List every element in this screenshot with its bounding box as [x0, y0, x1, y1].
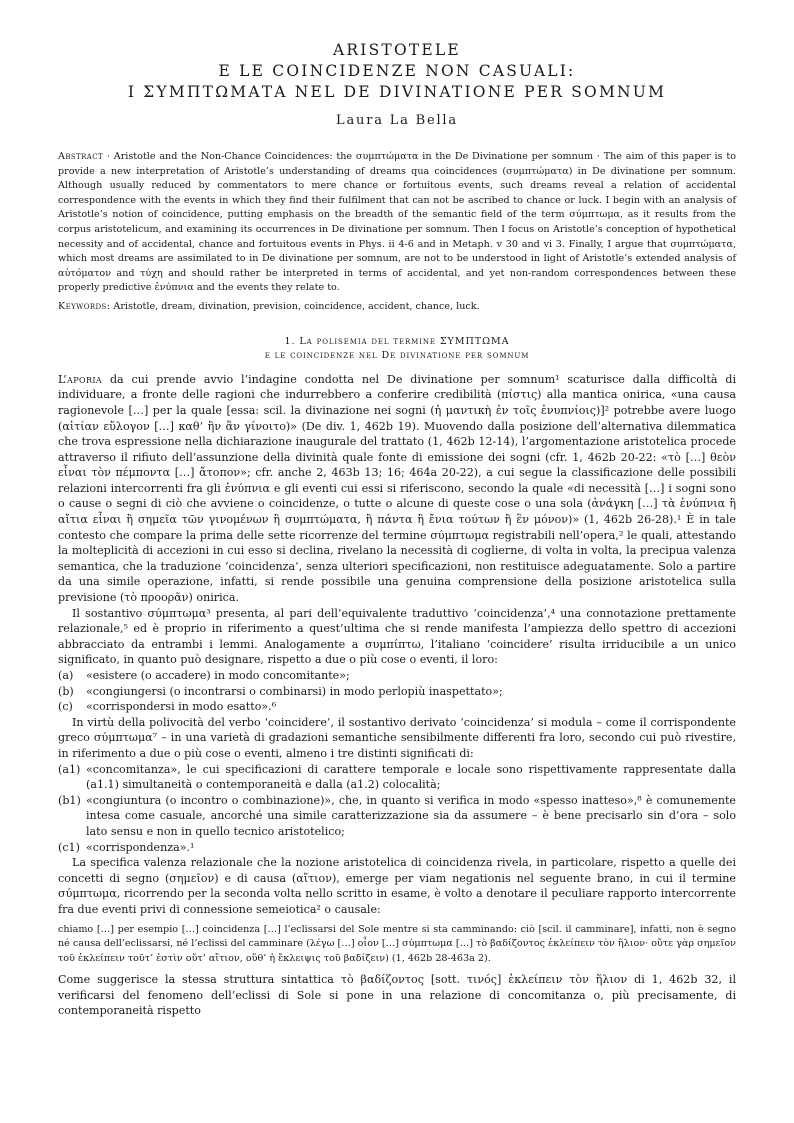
paragraph-4: La specifica valenza relazionale che la nozione aristotelica di coincidenza rivela, in particolare, rispetto a quelle dei concetti di segno (σημεῖον) e di causa (αἴτιον), emerge per viam negationis nel seguente brano, in cui il termine σύμπτωμα, ricorrendo per la seconda volta nello scritto in esame, è volto a denotare il peculiare rapporto intercorrente fra due eventi privi di connessione semeiotica² o causale: [58, 856, 736, 916]
list-item [58, 668, 736, 684]
paragraph-2: Il sostantivo σύμπτωμα³ presenta, al pari dell’equivalente traduttivo ‘coincidenza’,⁴ una connotazione prettamente relazionale,⁵ ed è proprio in riferimento a quest’ultima che si rende manifesta l’ampiezza dello spettro di accezioni abbracciato da entrambi i lemmi. Analogamente a συμπίπτω, l’italiano ‘coincidere’ risulta irriducibile a un unico significato, in quanto può designare, rispetto a due o più cose o eventi, il loro: [58, 606, 736, 667]
list-item-text: «concomitanza», le cui specificazioni di carattere temporale e locale sono rispettivamente rappresentate dalla (a1.1) simultaneità o contemporaneità e dalla (a1.2) colocalità; [86, 762, 736, 792]
title-line-2: E LE COINCIDENZE NON CASUALI: [218, 62, 576, 80]
paragraph-3: In virtù della polivocità del verbo ‘coincidere’, il sostantivo derivato ‘coincidenza’ si modula – come il corrispondente greco σύμπτωμα⁷ – in una varietà di gradazioni semantiche sensibilmente differenti fra loro, secondo cui può rivestire, in riferimento a due o più cose o eventi, almeno i tre distinti significati di: [58, 715, 736, 760]
body-text [58, 372, 736, 1019]
list-item [58, 684, 736, 700]
paragraph-5: Come suggerisce la stessa struttura sintattica τὸ βαδίζοντος [sott. τινός] ἐκλείπειν τὸν ἥλιον di 1, 462b 32, il verificarsi del fenomeno dell’eclissi di Sole si pone in una relazione di concomitanza o, più precisamente, di contemporaneità rispetto [58, 973, 736, 1018]
list-item-text: «congiuntura (o incontro o combinazione)», che, in quanto si verifica in modo «spesso inatteso»,⁸ è comunemente intesa come casuale, ancorché una simile caratterizzazione sia da assumere – è bene precisarlo sin d’ora – solo lato sensu e non in quello tecnico aristotelico; [86, 793, 736, 838]
paper-title [58, 40, 736, 103]
list-item [58, 793, 736, 840]
author-name: Laura La Bella [336, 113, 458, 128]
keywords-label: Keywords: [58, 300, 111, 312]
list-item [58, 840, 736, 856]
keywords-text: Aristotle, dream, divination, prevision, coincidence, accident, chance, luck. [110, 300, 480, 312]
section-heading-line-2: e le coincidenze nel De divinatione per somnum [264, 350, 530, 362]
list-item-number: (a1) [58, 762, 81, 776]
section-heading-line-1: 1. La polisemia del termine ΣΥΜΠΤΩΜΑ [284, 335, 510, 347]
list-item-number: (c1) [58, 840, 80, 854]
list-item [58, 762, 736, 793]
abstract-label: Abstract [58, 151, 104, 162]
list-item-text: «corrispondenza».¹ [86, 840, 195, 854]
keywords [58, 300, 736, 315]
list-item-number: (c) [58, 700, 73, 714]
list-item [58, 699, 736, 715]
section-heading [58, 335, 736, 364]
paper-page [58, 40, 736, 1019]
list-item-text: «congiungersi (o incontrarsi o combinarsi) in modo perlopiù inaspettato»; [86, 684, 503, 698]
list-item-text: «esistere (o accadere) in modo concomitante»; [86, 669, 350, 682]
title-line-3: I ΣΥΜΠΤΩΜΑΤΑ NEL DE DIVINATIONE PER SOMNUM [127, 83, 667, 101]
list-item-number: (b) [58, 684, 74, 698]
list-item-number: (a) [58, 669, 74, 682]
paragraph-1-lead: L’aporia [58, 372, 103, 386]
abstract-text: · Aristotle and the Non-Chance Coincidences: the συμπτώματα in the De Divinatione per somnum · The aim of this paper is to provide a new interpretation of Aristotle’s understanding of dreams qua coincidences (συμπτώματα) in De divinatione per somnum. Although usually reduced by commentators to mere chance or fortuitous events, such dreams reveal a relation of accidental correspondence with the events in which they find their fulfilment that can not be ascribed to chance or luck. I begin with an analysis of Aristotle’s notion of coincidence, putting emphasis on the breadth of the semantic field of the term σύμπτωμα, as it results from the corpus aristotelicum, and examining its occurrences in De divinatione per somnum. Then I focus on Aristotle’s conception of hypothetical necessity and of accidental, chance and fortuitous events in Phys. ii 4-6 and in Metaph. v 30 and vi 3. Finally, I argue that συμπτώματα, which most dreams are assimilated to in De divinatione per somnum, are not to be understood in light of Aristotle’s extended analysis of αὐτόματον and τύχη and should rather be interpreted in terms of accidental, and yet non-random correspondences between these properly predictive ἐνύπνια and the events they relate to. [58, 151, 736, 294]
title-line-1: ARISTOTELE [333, 41, 461, 59]
list-item-text: «corrispondersi in modo esatto».⁶ [86, 700, 277, 714]
abstract [58, 150, 736, 296]
paragraph-1-text: da cui prende avvio l’indagine condotta nel De divinatione per somnum¹ scaturisce dalla difficoltà di individuare, a fronte delle ragioni che indurrebbero a conferire credibilità (πίστις) alla mantica onirica, «una causa ragionevole […] per la quale [essa: scil. la divinazione nei sogni (ἡ μαντικὴ ἐν τοῖς ἐνυπνίοις)]² potrebbe avere luogo (αἰτίαν εὔλογον […] καθ’ ἣν ἂν γίνοιτο)» (De div. 1, 462b 19). Muovendo dalla posizione dell’alternativa dilemmatica che trova espressione nella dichiarazione inaugurale del trattato (1, 462b 12-14), l’argomentazione aristotelica procede attraverso il rifiuto dell’assunzione della divinità quale fonte di emissione dei sogni (cfr. 1, 462b 20-22: «τὸ […] θεὸν εἶναι τὸν πέμποντα […] ἄτοπον»; cfr. anche 2, 463b 13; 16; 464a 20-22), a cui segue la classificazione delle possibili relazioni intercorrenti fra gli ἐνύπνια e gli eventi cui essi si riferiscono, secondo la quale «di necessità […] i sogni sono o cause o segni di ciò che avviene o coincidenze, o tutte o alcune di queste cose o una sola (ἀνάγκη […] τὰ ἐνύπνια ἢ αἴτια εἶναι ἢ σημεῖα τῶν γινομένων ἢ συμπτώματα, ἢ πάντα ἢ ἔνια τούτων ἢ ἓν μόνον)» (1, 462b 26-28).¹ È in tale contesto che compare la prima delle sette ricorrenze del termine σύμπτωμα registrabili nell’opera,² le quali, attestando la molteplicità di accezioni in cui esso si declina, rivelano la necessità di coglierne, di volta in volta, la precipua valenza semantica, che la traduzione ‘coincidenza’, senza ulteriori specificazioni, non restituisce adeguatamente. Solo a partire da una simile operazione, infatti, si rende possibile una genuina comprensione della posizione aristotelica sulla previsione (τὸ προορᾶν) onirica. [58, 372, 736, 605]
paragraph-1 [58, 372, 736, 606]
list-item-number: (b1) [58, 793, 81, 807]
block-quote: chiamo […] per esempio […] coincidenza […] l’eclissarsi del Sole mentre si sta camminando: ciò [scil. il camminare], infatti, non è segno né causa dell’eclissarsi, né l’eclissi del camminare (λέγω […] οἷον […] σύμπτωμα […] τὸ βαδίζοντος ἐκλείπειν τὸν ἥλιον· οὔτε γὰρ σημεῖον τοῦ ἐκλείπειν τοῦτ’ ἐστὶν οὔτ’ αἴτιον, οὔθ’ ἡ ἔκλειψις τοῦ βαδίζειν) (1, 462b 28-463a 2). [58, 923, 736, 964]
